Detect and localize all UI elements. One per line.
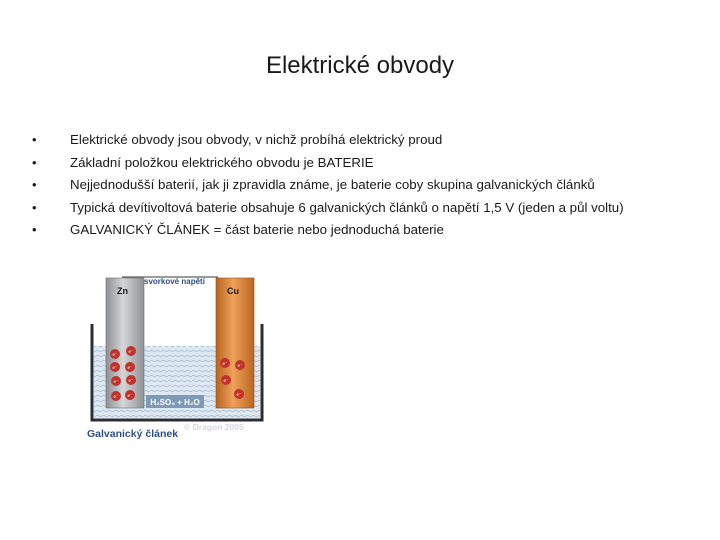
bullet-text: Typická devítivoltová baterie obsahuje 6 galvanických článků o napětí 1,5 V (jeden a půl voltu) xyxy=(70,199,624,215)
bullet-dot: • xyxy=(32,132,37,147)
bullet-item xyxy=(32,197,712,220)
figure-caption: Galvanický článek xyxy=(87,428,179,440)
bullet-dot: • xyxy=(32,222,37,237)
ion-label: e⁻ xyxy=(113,394,119,399)
figure-watermark: © Dragon 2005 xyxy=(184,422,244,432)
ion-label: e⁻ xyxy=(128,349,134,354)
copper-electrode xyxy=(216,278,254,408)
ion-label: e⁻ xyxy=(223,378,229,383)
ion-label: e⁻ xyxy=(222,361,228,366)
ion-label: e⁻ xyxy=(237,363,243,368)
voltage-label: svorkové napětí xyxy=(144,277,205,286)
ion-label: e⁻ xyxy=(127,393,133,398)
bullet-text: Elektrické obvody jsou obvody, v nichž probíhá elektrický proud xyxy=(70,132,443,147)
bullet-text: Nejjednodušší baterií, jak ji zpravidla známe, je baterie coby skupina galvanických článků xyxy=(70,177,595,192)
bullet-list xyxy=(32,129,712,242)
ion-label: e⁻ xyxy=(127,365,133,370)
ion-label: e⁻ xyxy=(113,379,119,384)
ion-label: e⁻ xyxy=(236,392,242,397)
bullet-dot: • xyxy=(32,154,37,170)
slide-title: Elektrické obvody xyxy=(265,52,455,79)
ion-label: e⁻ xyxy=(128,378,134,383)
zn-label: Zn xyxy=(117,286,128,296)
bullet-text: Základní položkou elektrického obvodu je BATERIE xyxy=(70,154,374,170)
galvanic-cell-svg xyxy=(84,268,274,443)
bullet-dot: • xyxy=(32,177,37,192)
galvanic-cell-figure xyxy=(84,268,274,443)
cu-label: Cu xyxy=(227,286,239,296)
bullet-text: GALVANICKÝ ČLÁNEK = část baterie nebo jednoduchá baterie xyxy=(70,222,444,237)
bullet-item xyxy=(32,174,712,197)
bullet-item xyxy=(32,152,712,175)
ion-label: e⁻ xyxy=(112,352,118,357)
ion-label: e⁻ xyxy=(112,365,118,370)
bullet-dot: • xyxy=(32,199,37,215)
electrolyte-label: H₂SO₄ + H₂O xyxy=(150,398,200,407)
bullet-item xyxy=(32,129,712,152)
zinc-electrode xyxy=(106,278,144,408)
bullet-item xyxy=(32,219,712,242)
